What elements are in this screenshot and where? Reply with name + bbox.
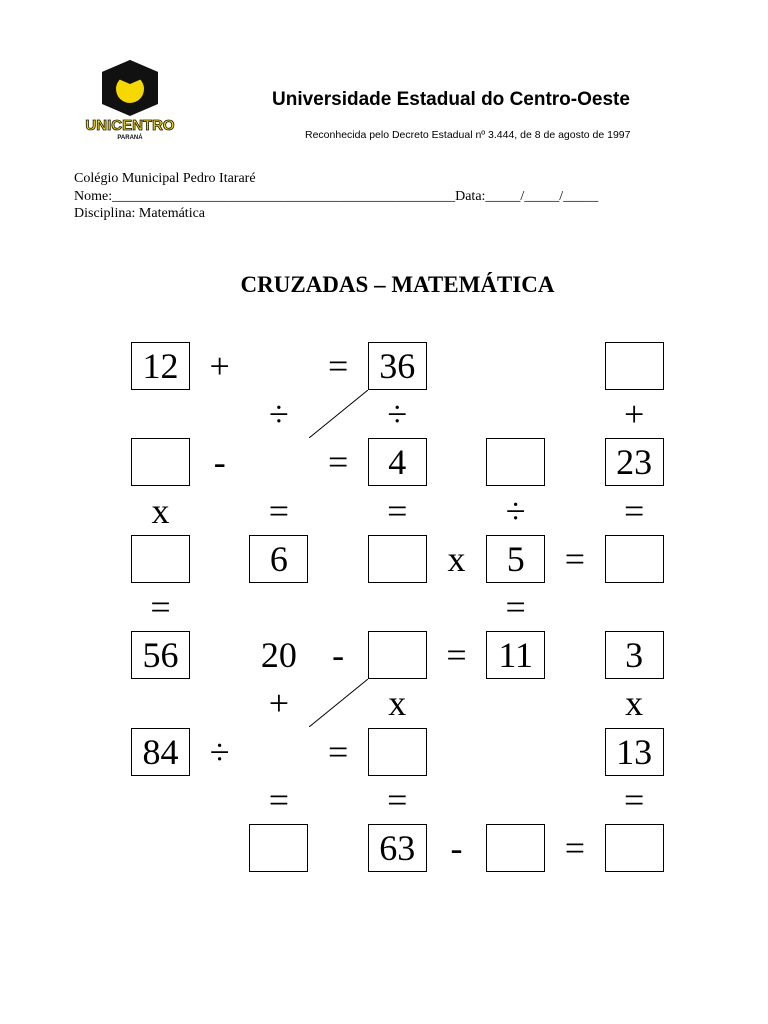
svg-text:UNICENTRO: UNICENTRO <box>85 117 175 134</box>
equals-cell: = <box>268 490 290 531</box>
blank-answer-cell[interactable] <box>368 631 427 679</box>
equals-cell: = <box>446 635 467 676</box>
operator-cell: + <box>209 346 230 386</box>
number-cell[interactable]: 4 <box>368 438 427 486</box>
operator-cell: x <box>151 490 170 531</box>
name-date-line: Nome:_________________________________________________Data:_____/_____/_____ <box>74 188 599 204</box>
subject-line: Disciplina: Matemática <box>74 206 206 221</box>
equals-cell: = <box>327 346 349 386</box>
blank-answer-cell[interactable] <box>605 342 664 390</box>
blank-answer-cell[interactable] <box>486 438 545 486</box>
operator-cell: ÷ <box>387 394 408 435</box>
equals-cell: = <box>387 490 408 531</box>
operator-cell: x <box>625 683 644 724</box>
school-name: Colégio Municipal Pedro Itararé <box>74 171 256 186</box>
equals-cell: = <box>327 731 349 772</box>
equals-cell: = <box>564 828 586 868</box>
operator-cell: - <box>450 828 463 868</box>
equals-cell: = <box>505 587 526 627</box>
operator-cell: ÷ <box>269 394 289 435</box>
operator-cell: + <box>268 683 290 724</box>
diagonal-blank-cell <box>309 679 368 727</box>
number-cell[interactable]: 6 <box>249 535 308 583</box>
equals-cell: = <box>327 442 349 483</box>
recognition-line: Reconhecida pelo Decreto Estadual nº 3.444, de 8 de agosto de 1997 <box>305 129 631 141</box>
diagonal-blank-cell <box>309 390 368 438</box>
number-cell[interactable]: 23 <box>605 438 664 486</box>
svg-text:PARANÁ: PARANÁ <box>117 135 143 140</box>
number-cell[interactable]: 12 <box>131 342 190 390</box>
blank-answer-cell[interactable] <box>131 535 190 583</box>
operator-cell: + <box>623 394 645 435</box>
blank-answer-cell <box>249 438 308 486</box>
equals-cell: = <box>387 779 408 820</box>
number-cell[interactable]: 3 <box>605 631 664 679</box>
equals-cell: = <box>268 779 290 820</box>
operator-cell: x <box>388 683 407 724</box>
operator-cell: x <box>447 538 466 579</box>
operator-cell: - <box>213 442 226 483</box>
number-cell[interactable]: 13 <box>605 728 664 776</box>
equals-cell: = <box>150 587 171 627</box>
blank-answer-cell[interactable] <box>131 438 190 486</box>
number-cell[interactable]: 36 <box>368 342 427 390</box>
operator-cell: - <box>332 635 345 676</box>
equals-cell: = <box>564 538 586 579</box>
equals-cell: = <box>623 779 645 820</box>
number-cell[interactable]: 5 <box>486 535 545 583</box>
operator-cell: ÷ <box>505 490 526 531</box>
page-title: CRUZADAS – MATEMÁTICA <box>240 272 555 297</box>
blank-answer-cell[interactable] <box>368 535 427 583</box>
number-cell[interactable]: 84 <box>131 728 190 776</box>
blank-answer-cell[interactable] <box>368 728 427 776</box>
university-name: Universidade Estadual do Centro-Oeste <box>272 89 630 110</box>
blank-answer-cell <box>249 728 308 776</box>
blank-answer-cell[interactable] <box>486 824 545 872</box>
blank-answer-cell <box>249 342 308 390</box>
equals-cell: = <box>623 490 645 531</box>
blank-answer-cell[interactable] <box>605 535 664 583</box>
operator-cell: ÷ <box>209 731 230 772</box>
number-cell: 20 <box>260 635 297 676</box>
number-cell[interactable]: 56 <box>131 631 190 679</box>
blank-answer-cell[interactable] <box>249 824 308 872</box>
number-cell[interactable]: 63 <box>368 824 427 872</box>
blank-answer-cell[interactable] <box>605 824 664 872</box>
number-cell[interactable]: 11 <box>486 631 545 679</box>
